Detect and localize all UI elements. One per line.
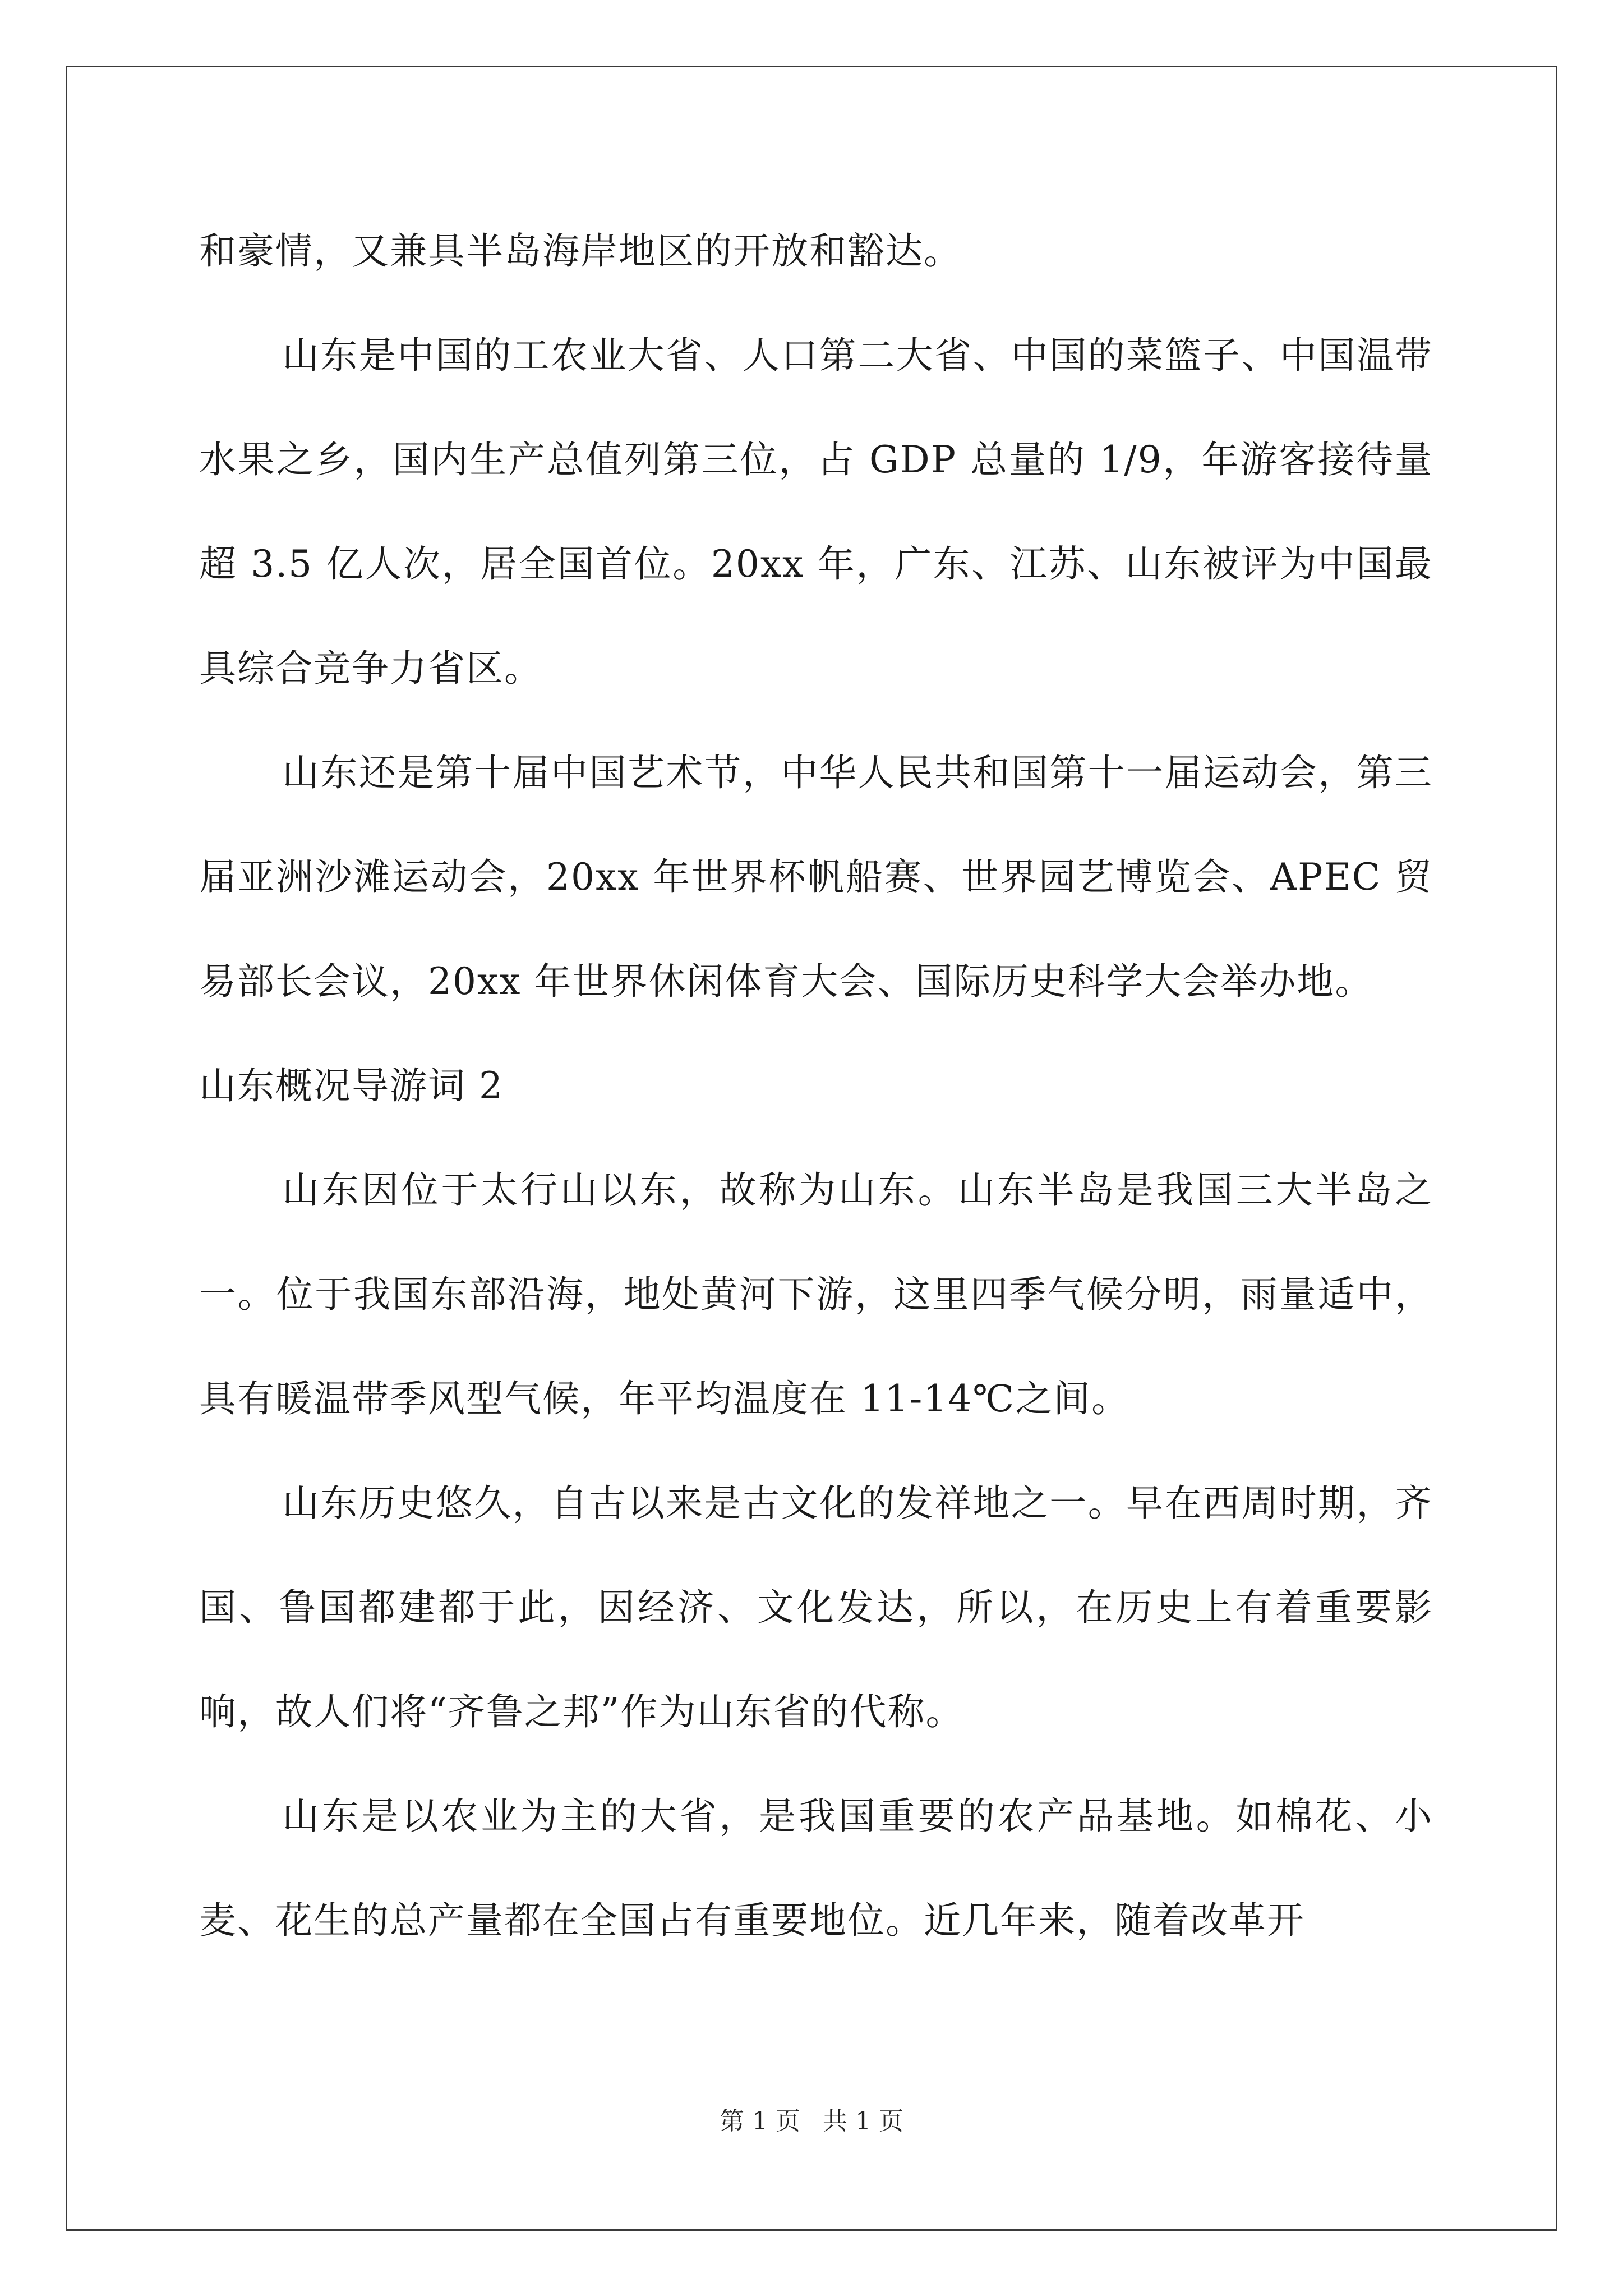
- paragraph: 山东历史悠久，自古以来是古文化的发祥地之一。早在西周时期，齐国、鲁国都建都于此，因经济、文化发达，所以，在历史上有着重要影响，故人们将“齐鲁之邦”作为山东省的代称。: [199, 1481, 1433, 1733]
- paragraph: 山东是中国的工农业大省、人口第二大省、中国的菜篮子、中国温带水果之乡，国内生产总值列第三位，占 GDP 总量的 1/9，年游客接待量超 3.5 亿人次，居全国首位。20xx 年，广东、江苏、山东被评为中国最具综合竞争力省区。: [199, 334, 1433, 690]
- page-total: 共 1 页: [823, 2107, 903, 2136]
- paragraph: 山东还是第十届中国艺术节，中华人民共和国第十一届运动会，第三届亚洲沙滩运动会，20xx 年世界杯帆船赛、世界园艺博览会、APEC 贸易部长会议，20xx 年世界休闲体育大会、国际历史科学大会举办地。: [199, 751, 1433, 1003]
- section-heading: 山东概况导游词 2: [199, 1064, 504, 1107]
- paragraph-continuation: 和豪情，又兼具半岛海岸地区的开放和豁达。: [199, 229, 962, 273]
- page-footer: [0, 2105, 1623, 2138]
- paragraph: 山东是以农业为主的大省，是我国重要的农产品基地。如棉花、小麦、花生的总产量都在全国占有重要地位。近几年来，随着改革开: [199, 1795, 1433, 1942]
- paragraph: 山东因位于太行山以东，故称为山东。山东半岛是我国三大半岛之一。位于我国东部沿海，地处黄河下游，这里四季气候分明，雨量适中，具有暖温带季风型气候，年平均温度在 11-14℃之间。: [199, 1168, 1433, 1420]
- page-number: 第 1 页: [720, 2107, 800, 2136]
- document-body: [199, 199, 1433, 1973]
